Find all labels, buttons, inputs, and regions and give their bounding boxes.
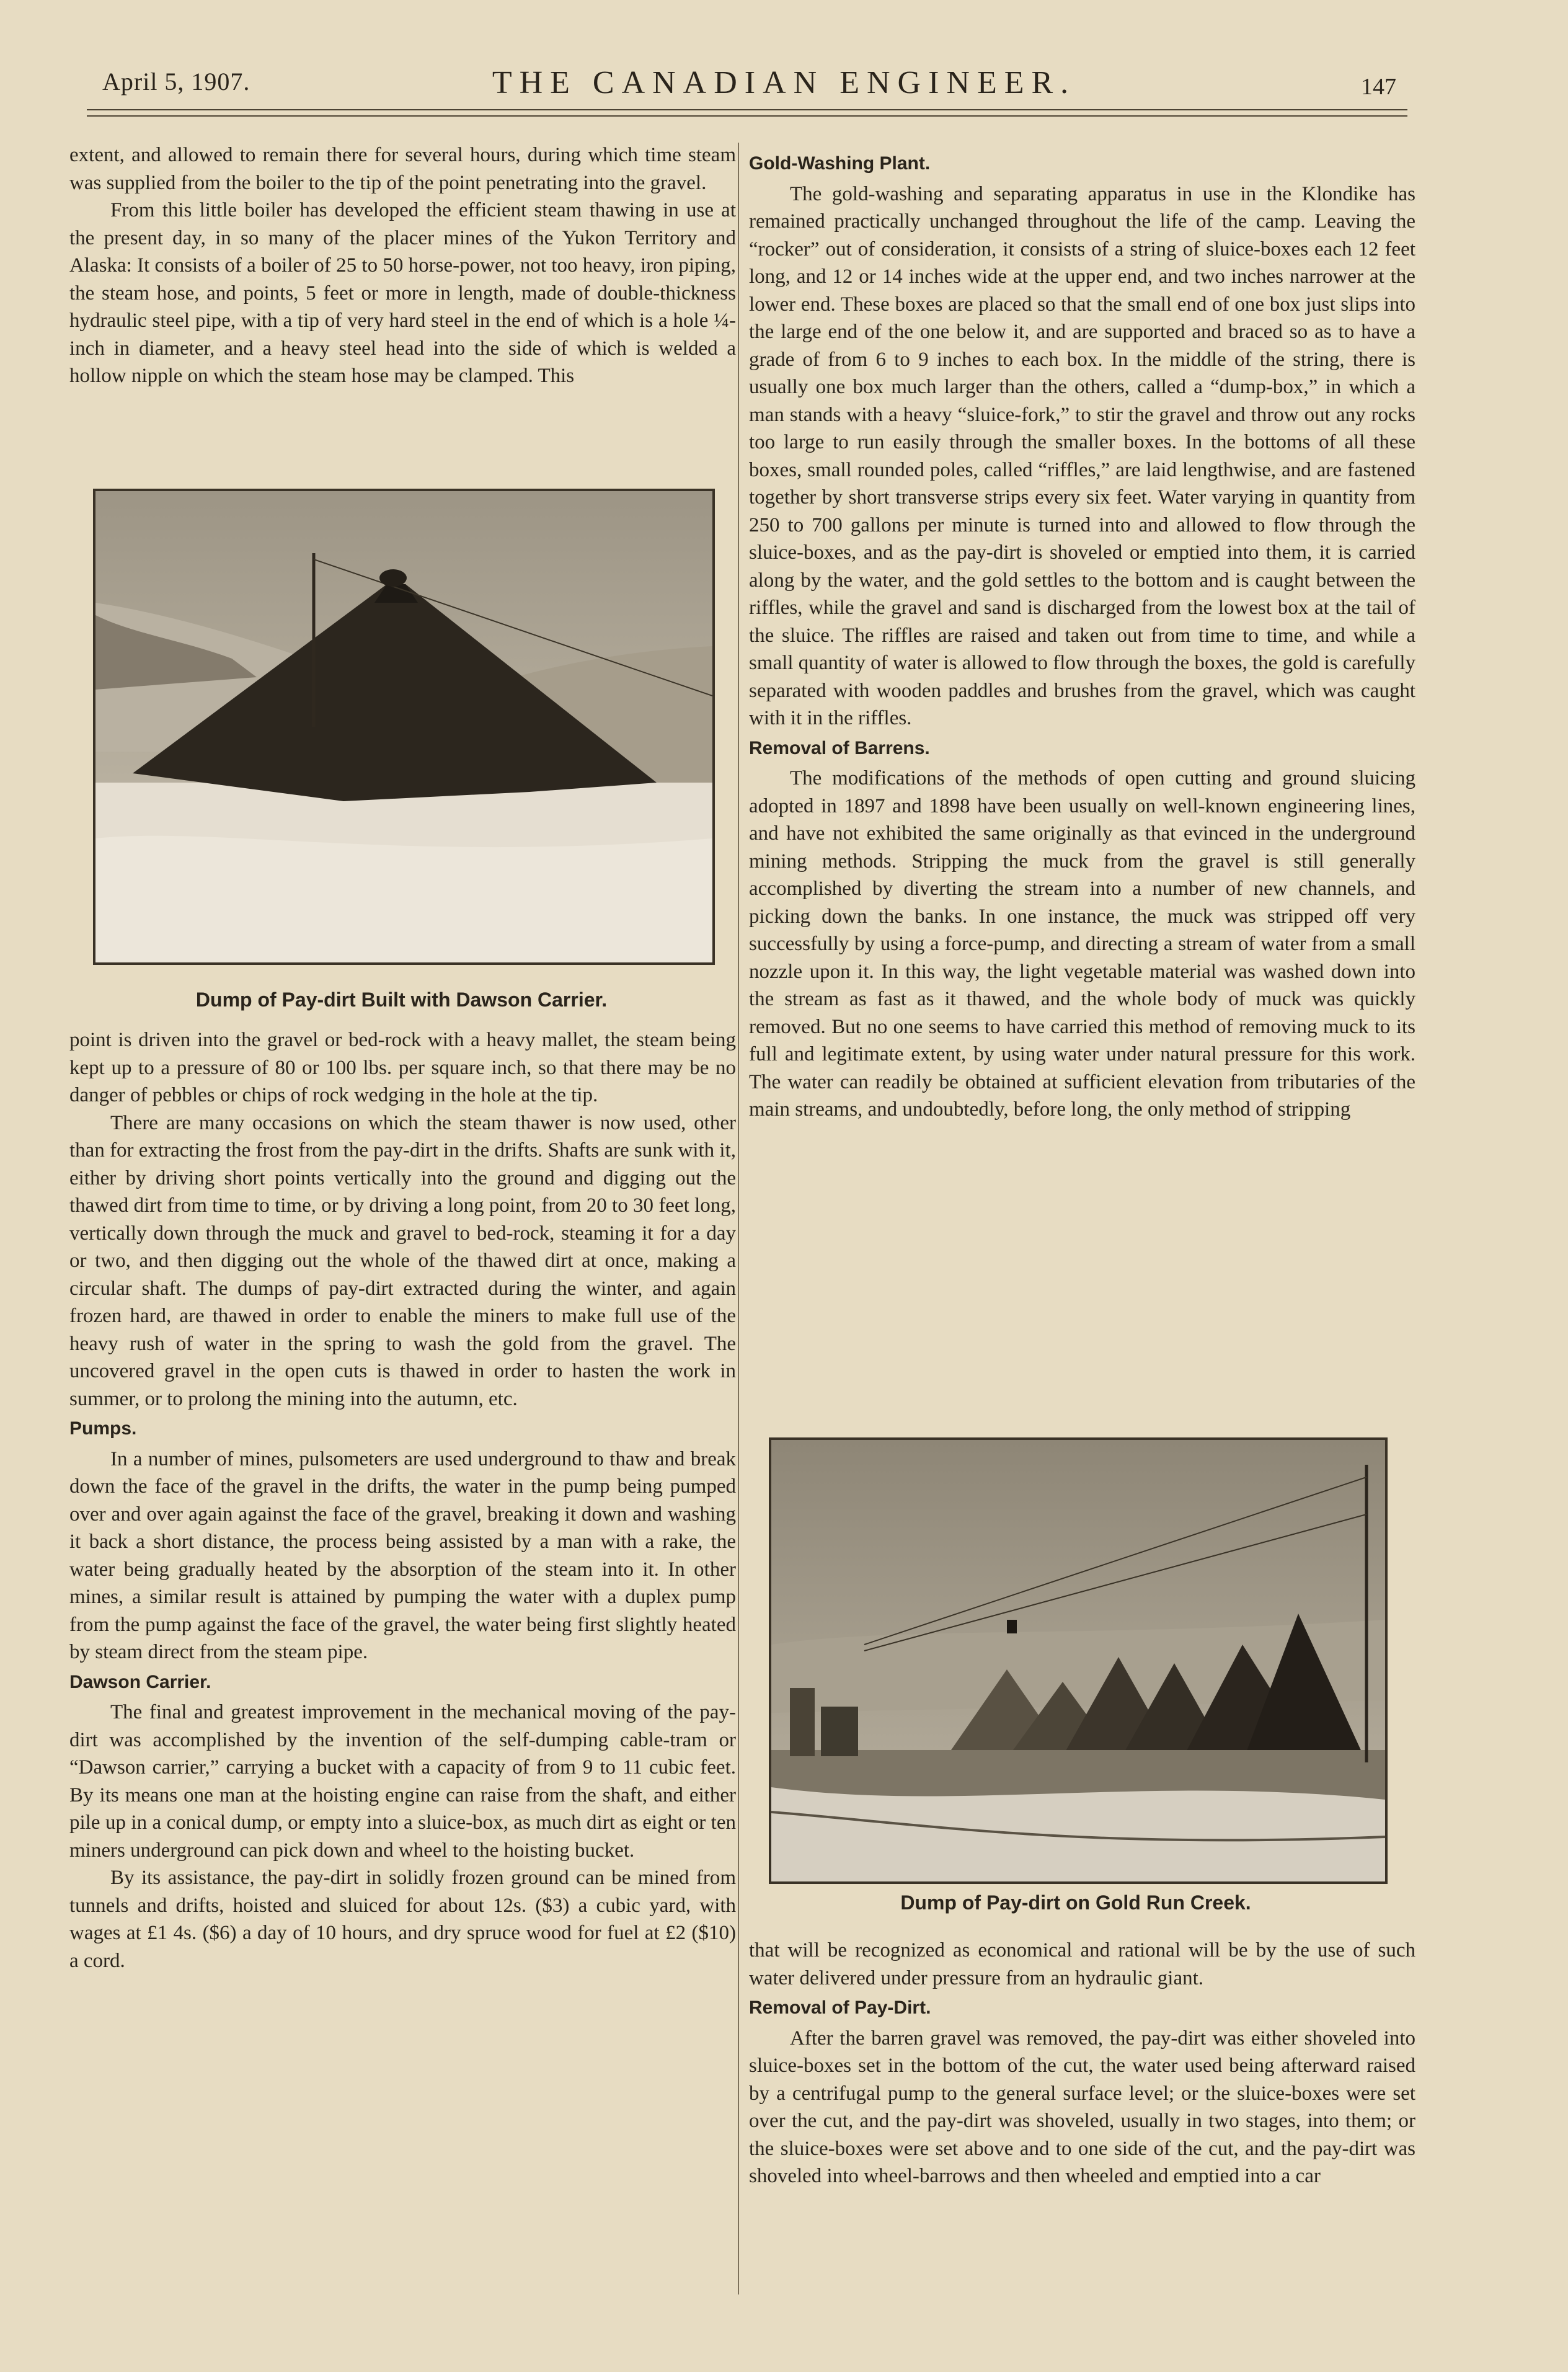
left-paragraph-1: extent, and allowed to remain there for several hours, during which time steam was supplied from the boiler to the tip of the point penetrating into the gravel. — [69, 144, 736, 194]
header-date: April 5, 1907. — [102, 68, 250, 96]
photo-dump-dawson-carrier — [93, 489, 715, 965]
right-paragraph-2: The modifications of the methods of open cutting and ground sluicing adopted in 1897 and 1898 have been usually on well-known engineering lines, and have not exhibited the same originally as that evinced in the underground mining methods. Stripping the muck from the gravel is still generally accomplished by diverting the stream into a number of new channels, and picking down the banks. In one instance, the muck was stripped off very successfully by using a force-pump, and directing a stream of water from a small nozzle upon it. In this way, the light vegetable material was washed down into the stream as fast as it thawed, and the whole body of muck was quickly removed. But no one seems to have carried this method of removing muck to its full and legitimate extent, by using water under natural pressure for this work. The water can readily be obtained at sufficient elevation from tributaries of the main streams, and undoubtedly, before long, the only method of stripping — [749, 767, 1415, 1121]
photo-gold-run-creek-image — [771, 1440, 1385, 1881]
heading-dawson-carrier: Dawson Carrier. — [69, 1671, 211, 1692]
left-column-top — [69, 141, 736, 390]
right-paragraph-4: After the barren gravel was removed, the pay-dirt was either shoveled into sluice-boxes set in the bottom of the cut, the water used being afterward raised by a centrifugal pump to the general surface level; or the sluice-boxes were set over the cut, and the pay-dirt was shoveled, usually in two stages, into them; or the sluice-boxes were set above and to one side of the cut, and the pay-dirt was shoveled into wheel-barrows and then wheeled and emptied into a car — [749, 2027, 1415, 2187]
left-paragraph-6: The final and greatest improvement in the mechanical moving of the pay-dirt was accomplished by the invention of the self-dumping cable-tram or “Dawson carrier,” carrying a bucket with a capacity of from 9 to 11 cubic feet. By its means one man at the hoisting engine can raise from the shaft, and either pile up in a conical dump, or empty into a sluice-box, as much dirt as eight or ten miners underground can pick down and wheel to the hoisting bucket. — [69, 1701, 736, 1862]
header-rule-second — [87, 115, 1407, 117]
heading-removal-of-pay-dirt: Removal of Pay-Dirt. — [749, 1997, 931, 2018]
left-paragraph-4: There are many occasions on which the steam thawer is now used, other than for extracting the frost from the pay-dirt in the drifts. Shafts are sunk with it, either by driving short points vertically into the ground and digging out the thawed dirt from time to time, or by driving a long point, from 20 to 30 feet long, vertically down through the muck and gravel to bed-rock, steaming it for a day or two, and then digging out the whole of the thawed dirt at once, making a circular shaft. The dumps of pay-dirt extracted during the winter, and again frozen hard, are thawed in order to enable the miners to make full use of the heavy rush of water in the spring to wash the gold from the gravel. The uncovered gravel in the open cuts is thawed in order to hasten the work in summer, or to prolong the mining into the autumn, etc. — [69, 1111, 736, 1410]
left-paragraph-2: From this little boiler has developed the efficient steam thawing in use at the present day, in so many of the placer mines of the Yukon Territory and Alaska: It consists of a boiler of 25 to 50 horse-power, not too heavy, iron piping, the steam hose, and points, 5 feet or more in length, made of double-thickness hydraulic steel pipe, with a tip of very hard steel in the end of which is a hole ¼-inch in diameter, and a heavy steel head into the side of which is welded a hollow nipple on which the steam hose may be clamped. This — [69, 199, 736, 387]
figure-caption-dawson-carrier: Dump of Pay-dirt Built with Dawson Carrier. — [195, 988, 608, 1011]
heading-removal-of-barrens: Removal of Barrens. — [749, 737, 930, 758]
left-paragraph-7: By its assistance, the pay-dirt in solidly frozen ground can be mined from tunnels and drifts, hoisted and sluiced for about 12s. ($3) a cubic yard, with wages at £1 4s. ($6) a day of 10 hours, and dry spruce wood for fuel at £2 ($10) a cord. — [69, 1867, 736, 1972]
figure-caption-gold-run-creek: Dump of Pay-dirt on Gold Run Creek. — [900, 1891, 1251, 1914]
journal-title: THE CANADIAN ENGINEER. — [492, 65, 1076, 100]
photo-gold-run-creek — [769, 1437, 1388, 1884]
page-number: 147 — [1361, 74, 1396, 100]
column-divider — [738, 143, 739, 2294]
left-paragraph-5: In a number of mines, pulsometers are used underground to thaw and break down the face of the gravel in the drifts, the water in the pump being pumped over and over again against the face of the gravel, breaking it down and washing it back a short distance, the process being assisted by a man with a rake, the water being gradually heated by the absorption of the steam into it. In other mines, a similar result is attained by pumping the water with a duplex pump from the pump against the face of the gravel, the water being first slightly heated by steam direct from the steam pipe. — [69, 1447, 736, 1663]
right-paragraph-1: The gold-washing and separating apparatus in use in the Klondike has remained practically unchanged throughout the life of the camp. Leaving the “rocker” out of consideration, it consists of a string of sluice-boxes each 12 feet long, and 12 or 14 inches wide at the upper end, and two inches narrower at the lower end. These boxes are placed so that the small end of one box just slips into the large end of the one below it, and are supported and braced so as to have a grade of from 6 to 9 inches to each box. In the middle of the string, there is usually one box much larger than the others, called a “dump-box,” in which a man stands with a heavy “sluice-fork,” to stir the gravel and throw out any rocks too large to run easily through the smaller boxes. In the bottoms of all these boxes, small rounded poles, called “riffles,” are laid lengthwise, and are fastened together by short transverse strips every six feet. Water varying in quantity from 250 to 700 gallons per minute is turned into and allowed to flow through the sluice-boxes, and as the pay-dirt is shoveled or emptied into them, it is carried along by the water, and the gold settles to the bottom and is caught between the riffles, while the gravel and sand is discharged from the lowest box at the tail of the sluice. The riffles are raised and taken out from time to time, and while a small quantity of water is allowed to flow through the boxes, the gold is carefully separated with wooden paddles and brushes from the gravel, which was caught with it in the riffles. — [749, 182, 1416, 729]
header-rule — [87, 109, 1407, 110]
left-paragraph-3: point is driven into the gravel or bed-rock with a heavy mallet, the steam being kept up to a pressure of 80 or 100 lbs. per square inch, so that there may be no danger of pebbles or chips of rock wedging in the hole at the tip. — [69, 1029, 736, 1106]
right-column-top — [749, 148, 1415, 1124]
heading-pumps: Pumps. — [69, 1418, 137, 1439]
right-column-bottom — [749, 1937, 1415, 2190]
right-paragraph-3: that will be recognized as economical and rational will be by the use of such water delivered under pressure from an hydraulic giant. — [749, 1939, 1415, 1989]
left-column-bottom — [69, 1026, 736, 1974]
photo-dump-dawson-carrier-image — [95, 491, 712, 962]
heading-gold-washing-plant: Gold-Washing Plant. — [749, 153, 931, 174]
